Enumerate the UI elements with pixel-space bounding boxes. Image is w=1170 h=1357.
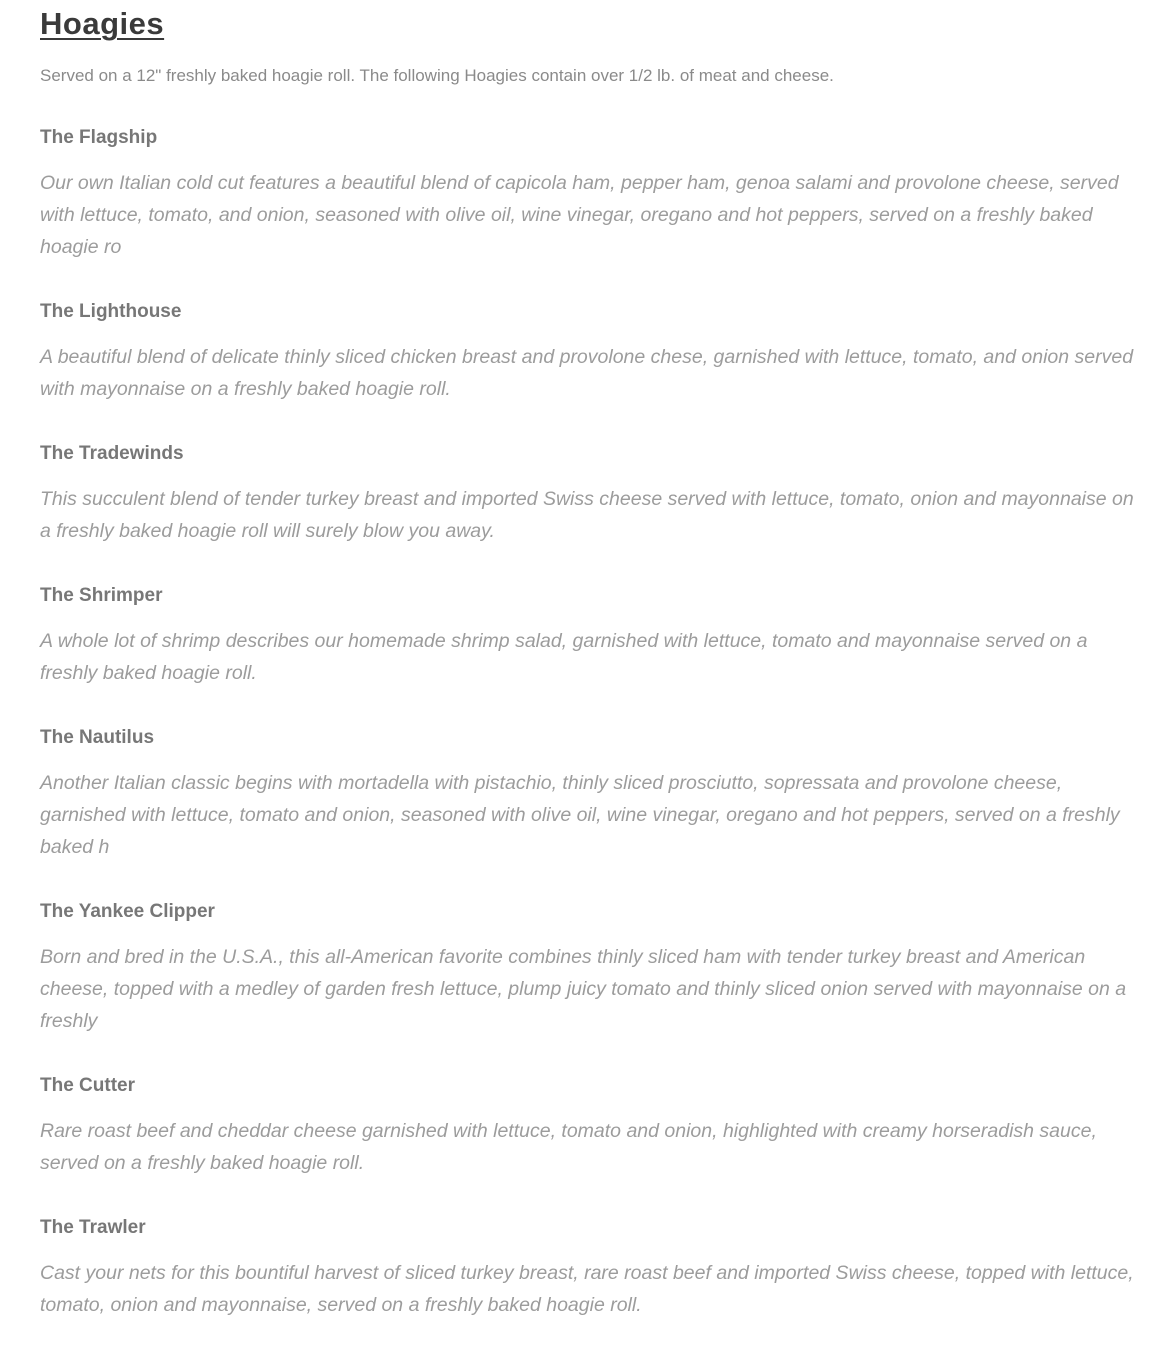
menu-item-description: Another Italian classic begins with mortadella with pistachio, thinly sliced prosciutto, sopressata and provolone cheese, garnished with lettuce, tomato and onion, seasoned with olive oil, wine vinegar, oregano and hot peppers, served on a freshly baked h xyxy=(40,772,1120,858)
menu-item xyxy=(40,1073,1135,1179)
menu-item-name: The Lighthouse xyxy=(40,301,182,322)
section-intro: Served on a 12" freshly baked hoagie roll. The following Hoagies contain over 1/2 lb. of meat and cheese. xyxy=(40,66,834,85)
menu-item-description: A beautiful blend of delicate thinly sliced chicken breast and provolone chese, garnished with lettuce, tomato, and onion served with mayonnaise on a freshly baked hoagie roll. xyxy=(40,346,1134,400)
menu-item-description: This succulent blend of tender turkey breast and imported Swiss cheese served with lettuce, tomato, onion and mayonnaise on a freshly baked hoagie roll will surely blow you away. xyxy=(40,488,1134,542)
menu-item-name: The Shrimper xyxy=(40,585,163,606)
menu-item xyxy=(40,441,1135,547)
menu-item xyxy=(40,583,1135,689)
menu-item-name: The Nautilus xyxy=(40,727,155,748)
menu-item-description: Cast your nets for this bountiful harvest of sliced turkey breast, rare roast beef and imported Swiss cheese, topped with lettuce, tomato, onion and mayonnaise, served on a freshly baked hoagie roll. xyxy=(40,1262,1134,1316)
menu-item xyxy=(40,125,1135,263)
menu-item-description: Born and bred in the U.S.A., this all-American favorite combines thinly sliced ham with tender turkey breast and American cheese, topped with a medley of garden fresh lettuce, plump juicy tomato and thinly sliced onion served with mayonnaise on a freshly xyxy=(40,946,1127,1032)
menu-item-list xyxy=(40,125,1135,1321)
menu-item-description: Our own Italian cold cut features a beautiful blend of capicola ham, pepper ham, genoa salami and provolone cheese, served with lettuce, tomato, and onion, seasoned with olive oil, wine vinegar, oregano and hot peppers, served on a freshly baked hoagie ro xyxy=(40,172,1119,258)
menu-item-name: The Yankee Clipper xyxy=(40,901,215,922)
section-title: Hoagies xyxy=(40,6,165,41)
menu-item-name: The Trawler xyxy=(40,1217,146,1238)
menu-item xyxy=(40,725,1135,863)
menu-item-description: A whole lot of shrimp describes our homemade shrimp salad, garnished with lettuce, tomato and mayonnaise served on a freshly baked hoagie roll. xyxy=(40,630,1088,684)
menu-item xyxy=(40,1215,1135,1321)
menu-page xyxy=(40,0,1135,1357)
menu-item xyxy=(40,299,1135,405)
menu-item-name: The Cutter xyxy=(40,1075,135,1096)
menu-item xyxy=(40,899,1135,1037)
menu-item-description: Rare roast beef and cheddar cheese garnished with lettuce, tomato and onion, highlighted with creamy horseradish sauce, served on a freshly baked hoagie roll. xyxy=(40,1120,1097,1174)
menu-item-name: The Tradewinds xyxy=(40,443,184,464)
menu-item-name: The Flagship xyxy=(40,127,158,148)
